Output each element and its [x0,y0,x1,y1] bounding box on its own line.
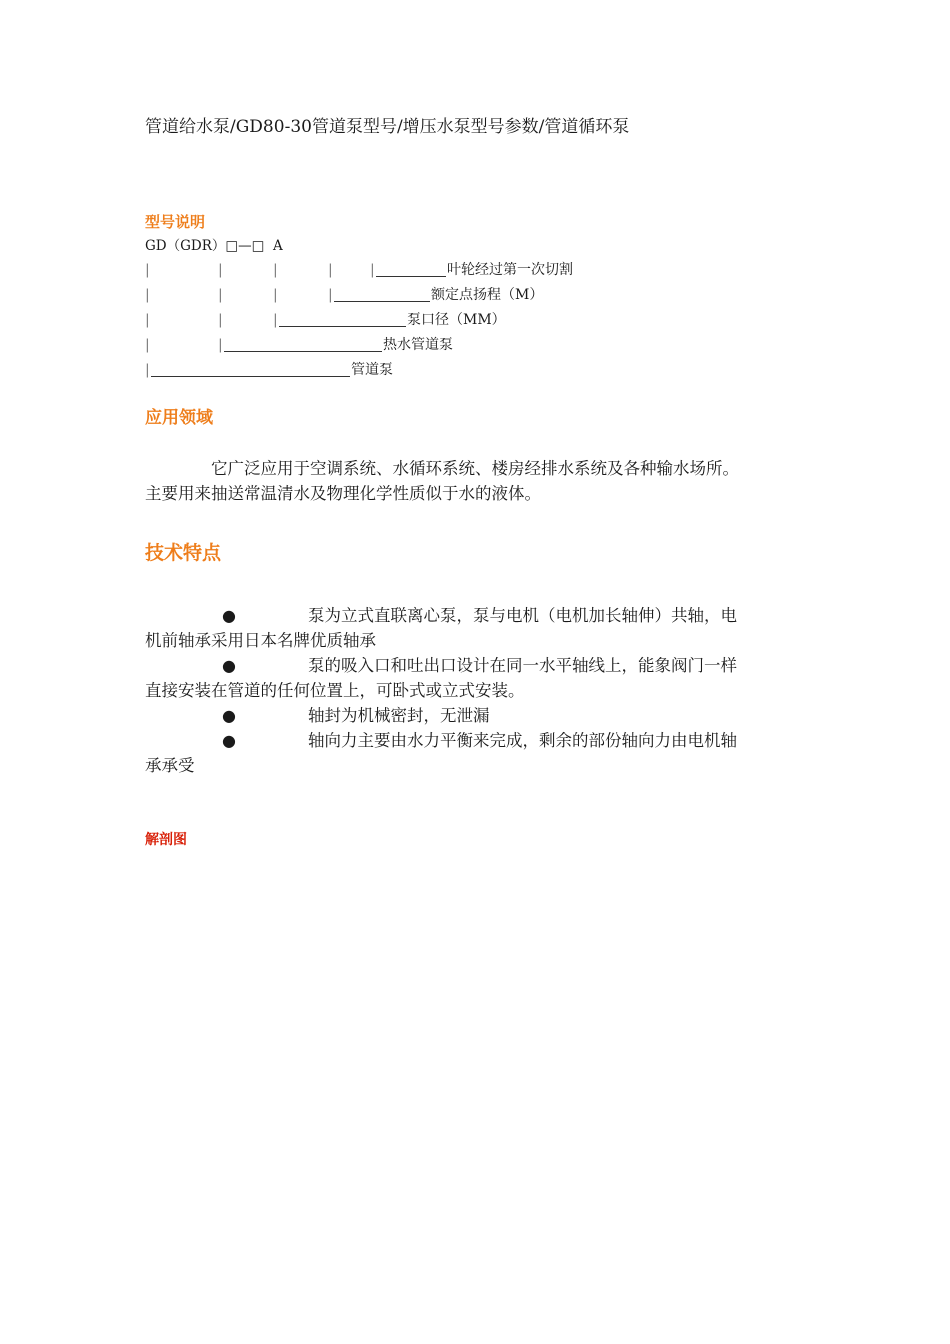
label-impeller-trim: 叶轮经过第一次切割 [447,262,573,278]
diagram-leader-line [224,351,382,352]
label-hot-water-pump: 热水管道泵 [383,337,453,353]
diagram-pipe: | [328,262,333,278]
application-line-2: 主要用来抽送常温清水及物理化学性质似于水的液体。 [145,484,541,503]
bullet-icon: ● [222,731,236,750]
diagram-leader-line [376,276,446,277]
label-rated-head: 额定点扬程（M） [431,287,544,303]
label-pump-diameter: 泵口径（MM） [407,312,506,328]
diagram-pipe: | [145,262,150,278]
application-paragraph [145,456,805,506]
diagram-pipe: | [328,287,333,303]
model-code: GD（GDR）□—□ A [145,238,283,254]
feature-text-cont: 直接安装在管道的任何位置上，可卧式或立式安装。 [145,681,525,700]
anatomy-heading: 解剖图 [145,832,187,848]
feature-item [145,603,805,653]
model-heading: 型号说明 [145,213,206,231]
feature-item [145,703,805,728]
application-line-1: 它广泛应用于空调系统、水循环系统、楼房经排水系统及各种输水场所。 [211,459,739,478]
diagram-pipe: | [145,287,150,303]
diagram-leader-line [279,326,406,327]
diagram-pipe: | [218,312,223,328]
diagram-pipe: | [218,262,223,278]
feature-text: 泵为立式直联离心泵，泵与电机（电机加长轴伸）共轴，电 [308,606,737,625]
diagram-pipe: | [218,287,223,303]
feature-text: 轴向力主要由水力平衡来完成，剩余的部份轴向力由电机轴 [308,731,737,750]
application-heading: 应用领域 [145,408,213,428]
feature-text-cont: 承承受 [145,756,195,775]
feature-text: 泵的吸入口和吐出口设计在同一水平轴线上，能象阀门一样 [308,656,737,675]
diagram-leader-line [334,301,430,302]
bullet-icon: ● [222,656,236,675]
diagram-pipe: | [145,362,150,378]
feature-item [145,653,805,703]
feature-item [145,728,805,778]
feature-text-cont: 机前轴承采用日本名牌优质轴承 [145,631,376,650]
bullet-icon: ● [222,606,236,625]
diagram-pipe: | [145,312,150,328]
features-heading: 技术特点 [145,542,222,564]
diagram-leader-line [151,376,350,377]
diagram-pipe: | [273,312,278,328]
diagram-pipe: | [273,262,278,278]
document-title: 管道给水泵/GD80-30管道泵型号/增压水泵型号参数/管道循环泵 [145,117,630,137]
diagram-pipe: | [370,262,375,278]
bullet-icon: ● [222,706,236,725]
diagram-pipe: | [145,337,150,353]
diagram-pipe: | [273,287,278,303]
feature-text: 轴封为机械密封，无泄漏 [308,706,490,725]
label-pipeline-pump: 管道泵 [351,362,393,378]
diagram-pipe: | [218,337,223,353]
